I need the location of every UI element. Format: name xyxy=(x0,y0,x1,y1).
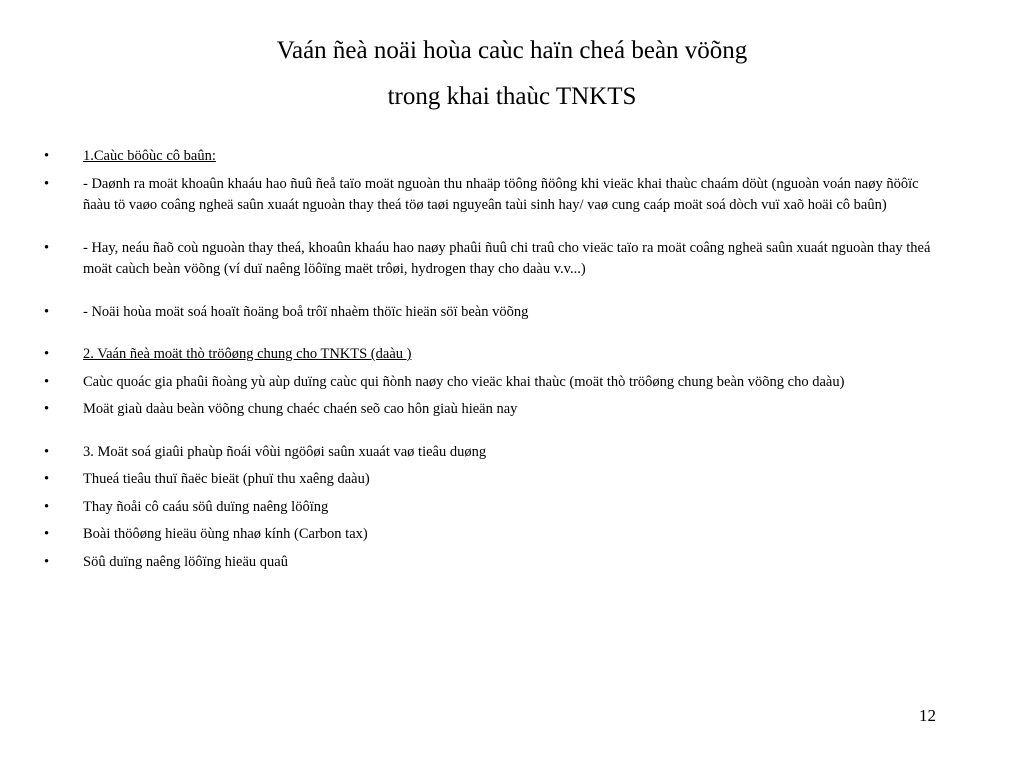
bullet-item xyxy=(44,372,934,394)
slide-title xyxy=(0,28,1024,120)
bullet-item xyxy=(44,302,934,324)
bullet-text: 2. Vaán ñeà moät thò tröôøng chung cho TNKTS (daàu ) xyxy=(83,346,412,362)
bullet-item xyxy=(44,497,934,519)
bullet-text: Boài thöôøng hieäu öùng nhaø kính (Carbon tax) xyxy=(83,526,368,542)
title-line-1: Vaán ñeà noäi hoùa caùc haïn cheá beàn vöõng xyxy=(276,37,748,64)
bullet-text: Thay ñoåi cô caáu söû duïng naêng löôïng xyxy=(83,498,329,515)
bullet-text: 1.Caùc böôùc cô baûn: xyxy=(83,148,216,164)
bullet-list xyxy=(44,146,934,573)
bullet-item xyxy=(44,238,934,281)
bullet-dot: • xyxy=(44,553,50,570)
bullet-item xyxy=(44,442,934,464)
bullet-item xyxy=(44,174,934,217)
bullet-dot: • xyxy=(44,401,50,417)
bullet-item xyxy=(44,344,934,366)
bullet-item xyxy=(44,146,934,168)
bullet-dot: • xyxy=(44,373,50,390)
bullet-item xyxy=(44,469,934,491)
bullet-text: 3. Moät soá giaûi phaùp ñoái vôùi ngöôøi saûn xuaát vaø tieâu duøng xyxy=(83,443,487,460)
bullet-text: - Noäi hoùa moät soá hoaït ñoäng boå trôï nhaèm thöïc hieän söï beàn vöõng xyxy=(83,303,529,320)
bullet-text: - Hay, neáu ñaõ coù nguoàn thay theá, khoaûn khaáu hao naøy phaûi ñuû chi traû cho vieäc taïo ra moät coâng ngheä saûn xuaát nguoàn thay theá moät caùch beàn vöõng (ví duï naêng löôïng maët trôøi, hydrogen thay cho daàu v.v...) xyxy=(83,239,931,277)
bullet-text: Söû duïng naêng löôïng hieäu quaû xyxy=(83,553,288,570)
bullet-dot: • xyxy=(44,498,50,515)
bullet-dot: • xyxy=(44,175,50,192)
page-number: 12 xyxy=(919,706,936,725)
bullet-dot: • xyxy=(44,346,50,362)
bullet-item xyxy=(44,524,934,546)
bullet-item xyxy=(44,552,934,574)
bullet-text: Thueá tieâu thuï ñaëc bieät (phuï thu xaêng daàu) xyxy=(83,471,370,487)
bullet-text: - Daønh ra moät khoaûn khaáu hao ñuû ñeå taïo moät nguoàn thu nhaäp töông ñöông khi vieäc khai thaùc chaám döùt (nguoàn voán naøy ñöôïc ñaàu tö vaøo coâng ngheä saûn xuaát nguoàn thay theá töø taøi nguyeân taùi sinh hay/ vaø cung caáp moät soá dòch vuï xaõ hoäi cô baûn) xyxy=(83,175,919,213)
bullet-text: Caùc quoác gia phaûi ñoàng yù aùp duïng caùc qui ñònh naøy cho vieäc khai thaùc (moät thò tröôøng chung beàn vöõng cho daàu) xyxy=(83,373,845,390)
bullet-text: Moät giaù daàu beàn vöõng chung chaéc chaén seõ cao hôn giaù hieän nay xyxy=(83,401,518,417)
bullet-dot: • xyxy=(44,526,50,542)
title-line-2: trong khai thaùc TNKTS xyxy=(387,83,637,110)
bullet-dot: • xyxy=(44,443,50,460)
bullet-dot: • xyxy=(44,148,50,164)
bullet-dot: • xyxy=(44,471,50,487)
bullet-dot: • xyxy=(44,303,50,320)
bullet-item xyxy=(44,399,934,421)
bullet-dot: • xyxy=(44,239,50,256)
